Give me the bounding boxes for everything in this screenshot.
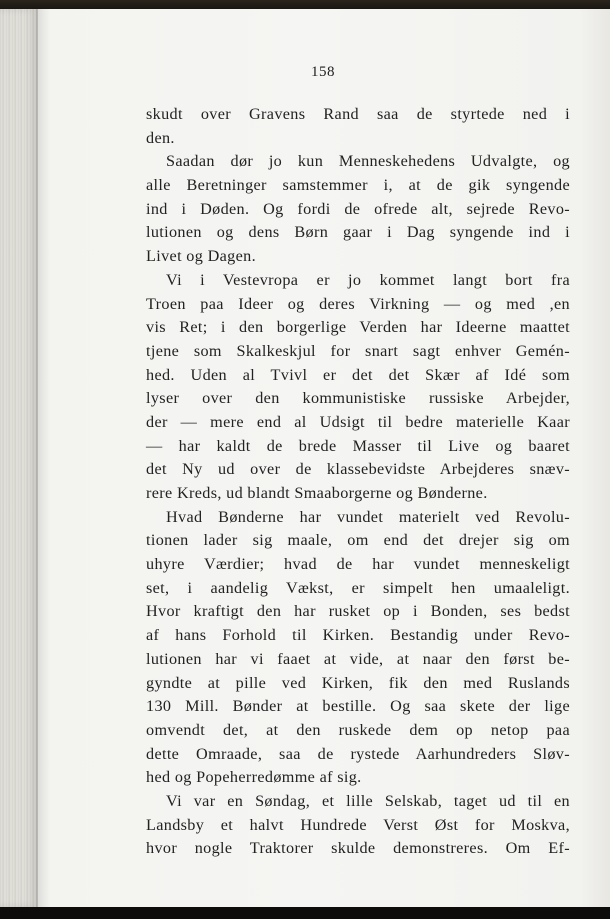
- text-line: lutionen og dens Børn gaar i Dag syngende ind i: [146, 223, 570, 242]
- top-edge: [0, 0, 610, 9]
- text-line: omvendt det, at den ruskede dem op netop paa: [146, 720, 570, 739]
- text-line: Hvor kraftigt den har rusket op i Bonden, ses bedst: [146, 602, 570, 621]
- text-line: tjene som Skalkeskjul for snart sagt enhver Gemén-: [146, 341, 570, 360]
- text-line: gyndte at pille ved Kirken, fik den med Ruslands: [146, 673, 570, 692]
- text-line: det Ny ud over de klassebevidste Arbejderes snæv-: [146, 460, 570, 479]
- text-line: lyser over den kommunistiske russiske Arbejder,: [146, 389, 570, 408]
- text-line: Livet og Dagen.: [146, 247, 256, 266]
- book-spine-gutter: [0, 9, 38, 907]
- text-line: alle Beretninger samstemmer i, at de gik syngende: [146, 176, 570, 195]
- text-line: uhyre Værdier; hvad de har vundet menneskeligt: [146, 555, 570, 574]
- text-line: Vi var en Søndag, et lille Selskab, taget ud til en: [166, 791, 570, 810]
- text-line: Troen paa Ideer og deres Virkning — og med ,en: [146, 294, 570, 313]
- text-line: hvor nogle Traktorer skulde demonstreres. Om Ef-: [146, 839, 570, 858]
- text-line: den.: [146, 128, 175, 147]
- text-line: rere Kreds, ud blandt Smaaborgerne og Bønderne.: [146, 484, 488, 502]
- text-line: Hvad Bønderne har vundet materielt ved Revolu-: [166, 507, 570, 526]
- text-line: der — mere end al Udsigt til bedre materielle Kaar: [146, 412, 570, 431]
- text-line: Landsby et halvt Hundrede Verst Øst for Moskva,: [146, 815, 570, 834]
- text-line: skudt over Gravens Rand saa de styrtede ned i: [146, 105, 570, 123]
- text-line: hed og Popeherredømme af sig.: [146, 768, 362, 787]
- text-line: dette Omraade, saa de rystede Aarhundreders Sløv-: [146, 744, 570, 763]
- gutter-shadow: [36, 9, 50, 907]
- text-line: vis Ret; i den borgerlige Verden har Ideerne maattet: [146, 318, 570, 337]
- text-line: tionen lader sig maale, om end det drejer sig om: [146, 531, 570, 550]
- bottom-edge: [0, 907, 610, 919]
- text-line: ind i Døden. Og fordi de ofrede alt, sejrede Revo-: [146, 199, 570, 218]
- text-line: — har kaldt de brede Masser til Live og baaret: [146, 436, 570, 455]
- text-line: af hans Forhold til Kirken. Bestandig under Revo-: [146, 626, 570, 645]
- page-number: 158: [311, 64, 335, 80]
- text-line: lutionen har vi faaet at vide, at naar den først be-: [146, 649, 570, 668]
- body-text: [146, 103, 570, 861]
- text-line: 130 Mill. Bønder at bestille. Og saa skete der lige: [146, 697, 570, 716]
- text-line: Saadan dør jo kun Menneskehedens Udvalgte, og: [166, 152, 570, 171]
- text-line: set, i aandelig Vækst, er simpelt hen umaaleligt.: [146, 578, 570, 597]
- text-line: hed. Uden al Tvivl er det det Skær af Idé som: [146, 365, 570, 384]
- text-line: Vi i Vestevropa er jo kommet langt bort fra: [166, 270, 570, 289]
